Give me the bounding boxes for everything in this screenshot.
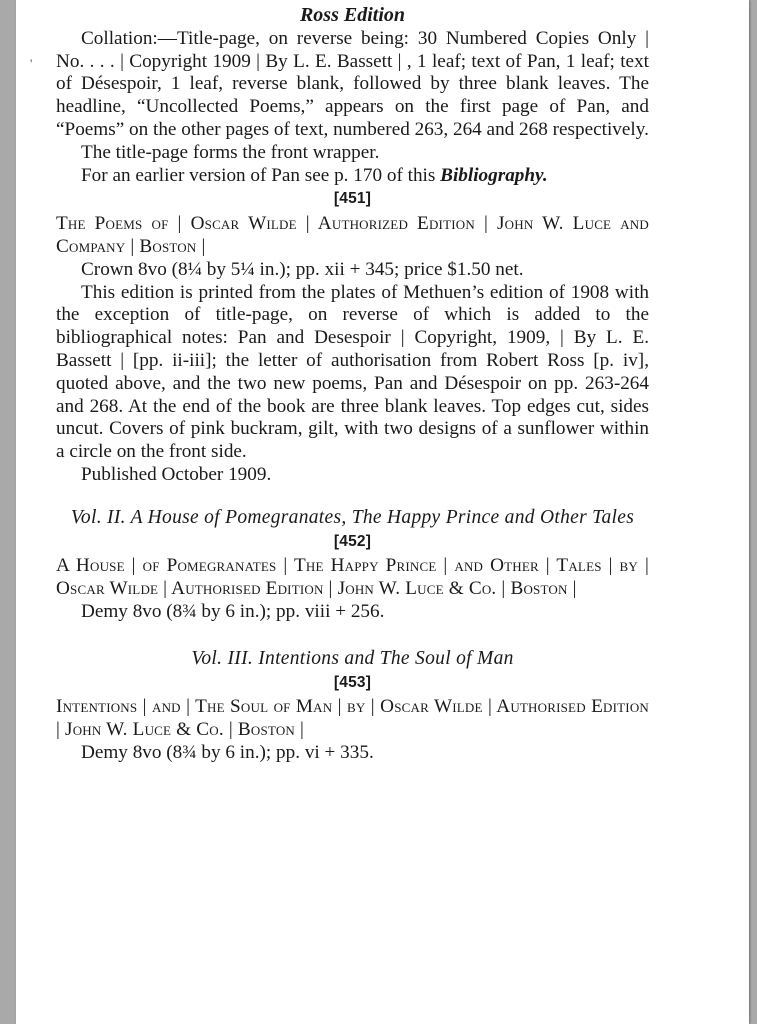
entry-title: Intentions | and | The Soul of Man | by | Oscar Wilde | Authorised Edition | John W. Luce & Co. | Boston | [56, 696, 649, 741]
collation-paragraph: Collation:—Title-page, on reverse being: 30 Numbered Copies Only | No. . . . | Copyright 1909 | By L. E. Bassett | , 1 leaf; text of Pan, 1 leaf; text of Désespoir, 1 leaf, reverse blank, followed by three blank leaves. The headline, “Uncollected Poems,” appears on the first page of Pan, and “Poems” on the other pages of text, numbered 263, 264 and 268 respectively. [56, 27, 649, 140]
entry-format: Demy 8vo (8¾ by 6 in.); pp. viii + 256. [81, 600, 385, 622]
entry-number: [451] [333, 190, 372, 208]
wrapper-note: The title-page forms the front wrapper. [81, 141, 380, 163]
earlier-version-text: For an earlier version of Pan see p. 170 of this [81, 164, 436, 186]
entry-published: Published October 1909. [81, 463, 272, 485]
entry-format: Demy 8vo (8¾ by 6 in.); pp. vi + 335. [81, 741, 374, 763]
bibliography-word: Bibliography. [440, 164, 548, 186]
running-head: Ross Edition [299, 4, 406, 26]
entry-format: Crown 8vo (8¼ by 5¼ in.); pp. xii + 345; price $1.50 net. [81, 258, 524, 280]
earlier-version-note [56, 165, 649, 188]
book-page [16, 0, 749, 1024]
margin-mark: ' [30, 56, 33, 71]
entry-title: A House | of Pomegranates | The Happy Prince | and Other | Tales | by | Oscar Wilde | Authorised Edition | John W. Luce & Co. | Boston | [56, 555, 649, 600]
volume-heading: Vol. III. Intentions and The Soul of Man [191, 647, 514, 669]
entry-number: [452] [333, 532, 372, 550]
volume-heading: Vol. II. A House of Pomegranates, The Happy Prince and Other Tales [70, 506, 635, 528]
entry-notes: This edition is printed from the plates of Methuen’s edition of 1908 with the exception of title-page, on reverse of which is added to the bibliographical notes: Pan and Desespoir | Copyright, 1909, | By L. E. Bassett | [pp. ii-iii]; the letter of authorisation from Robert Ross [p. iv], quoted above, and the two new poems, Pan and Désespoir on pp. 263-264 and 268. At the end of the book are three blank leaves. Top edges cut, sides uncut. Covers of pink buckram, gilt, with two designs of a sunflower within a circle on the front side. [56, 281, 649, 463]
entry-number: [453] [333, 673, 372, 691]
page-text [56, 4, 649, 765]
entry-title: The Poems of | Oscar Wilde | Authorized Edition | John W. Luce and Company | Boston | [56, 213, 649, 257]
